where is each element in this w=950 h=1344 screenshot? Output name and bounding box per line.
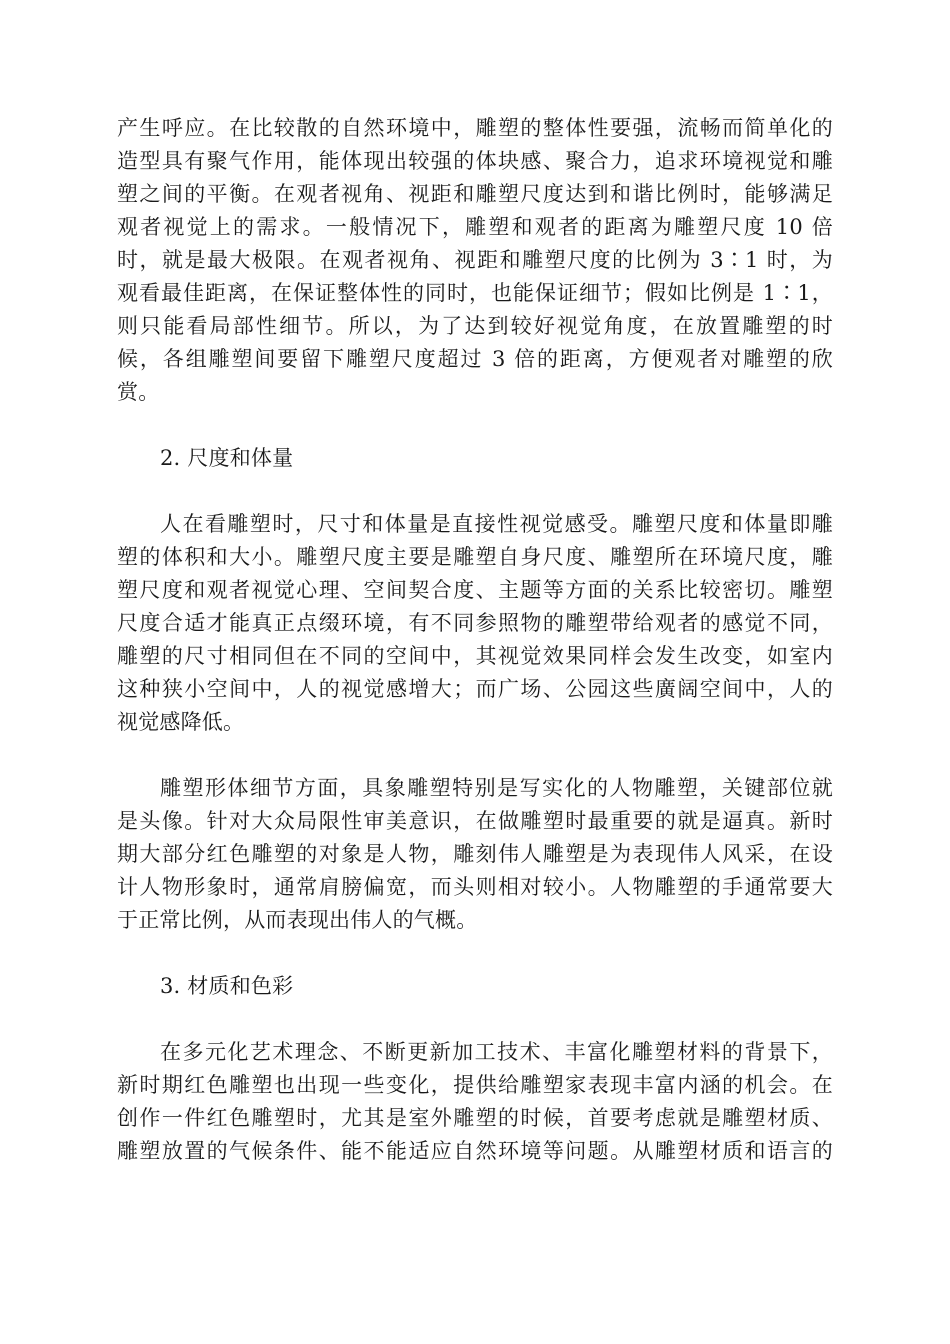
paragraph-1-line-4: 观者视觉上的需求。一般情况下，雕塑和观者的距离为雕塑尺度 10 倍 (117, 215, 833, 239)
paragraph-2-line-6: 这种狭小空间中，人的视觉感增大；而广场、公园这些廣阔空间中，人的 (117, 677, 833, 701)
paragraph-4-line-3: 创作一件红色雕塑时，尤其是室外雕塑的时候，首要考虑就是雕塑材质、 (117, 1106, 833, 1130)
paragraph-3-line-5: 于正常比例，从而表现出伟人的气概。 (117, 908, 478, 932)
section-heading-2: 2. 尺度和体量 (160, 446, 294, 470)
paragraph-2-line-7: 视觉感降低。 (117, 710, 245, 734)
paragraph-3-line-4: 计人物形象时，通常肩膀偏宽，而头则相对较小。人物雕塑的手通常要大 (117, 875, 833, 899)
paragraph-3-line-1: 雕塑形体细节方面，具象雕塑特别是写实化的人物雕塑，关键部位就 (160, 776, 833, 800)
paragraph-4-line-1: 在多元化艺术理念、不断更新加工技术、丰富化雕塑材料的背景下， (160, 1040, 833, 1064)
paragraph-1-line-3: 塑之间的平衡。在观者视角、视距和雕塑尺度达到和谐比例时，能够满足 (117, 182, 833, 206)
paragraph-2-line-2: 塑的体积和大小。雕塑尺度主要是雕塑自身尺度、雕塑所在环境尺度，雕 (117, 545, 833, 569)
paragraph-2-line-4: 尺度合适才能真正点缀环境，有不同参照物的雕塑带给观者的感觉不同， (117, 611, 833, 635)
paragraph-3-line-3: 期大部分红色雕塑的对象是人物，雕刻伟人雕塑是为表现伟人风采，在设 (117, 842, 833, 866)
paragraph-1-line-5: 时，就是最大极限。在观者视角、视距和雕塑尺度的比例为 3∶1 时，为 (117, 248, 833, 272)
paragraph-4-line-2: 新时期红色雕塑也出现一些变化，提供给雕塑家表现丰富内涵的机会。在 (117, 1073, 833, 1097)
paragraph-1-line-7: 则只能看局部性细节。所以，为了达到较好视觉角度，在放置雕塑的时 (117, 314, 833, 338)
paragraph-1-line-2: 造型具有聚气作用，能体现出较强的体块感、聚合力，追求环境视觉和雕 (117, 149, 833, 173)
paragraph-1-line-1: 产生呼应。在比较散的自然环境中，雕塑的整体性要强，流畅而简单化的 (117, 116, 833, 140)
paragraph-2-line-3: 塑尺度和观者视觉心理、空间契合度、主题等方面的关系比较密切。雕塑 (117, 578, 833, 602)
section-heading-3: 3. 材质和色彩 (160, 974, 294, 998)
paragraph-2-line-5: 雕塑的尺寸相同但在不同的空间中，其视觉效果同样会发生改变，如室内 (117, 644, 833, 668)
paragraph-4-line-4: 雕塑放置的气候条件、能不能适应自然环境等问题。从雕塑材质和语言的 (117, 1139, 833, 1163)
paragraph-1-line-9: 赏。 (117, 380, 160, 404)
paragraph-1-line-6: 观看最佳距离，在保证整体性的同时，也能保证细节；假如比例是 1∶1， (117, 281, 833, 305)
paragraph-3-line-2: 是头像。针对大众局限性审美意识，在做雕塑时最重要的就是逼真。新时 (117, 809, 833, 833)
paragraph-1-line-8: 候，各组雕塑间要留下雕塑尺度超过 3 倍的距离，方便观者对雕塑的欣 (117, 347, 833, 371)
paragraph-2-line-1: 人在看雕塑时，尺寸和体量是直接性视觉感受。雕塑尺度和体量即雕 (160, 512, 833, 536)
